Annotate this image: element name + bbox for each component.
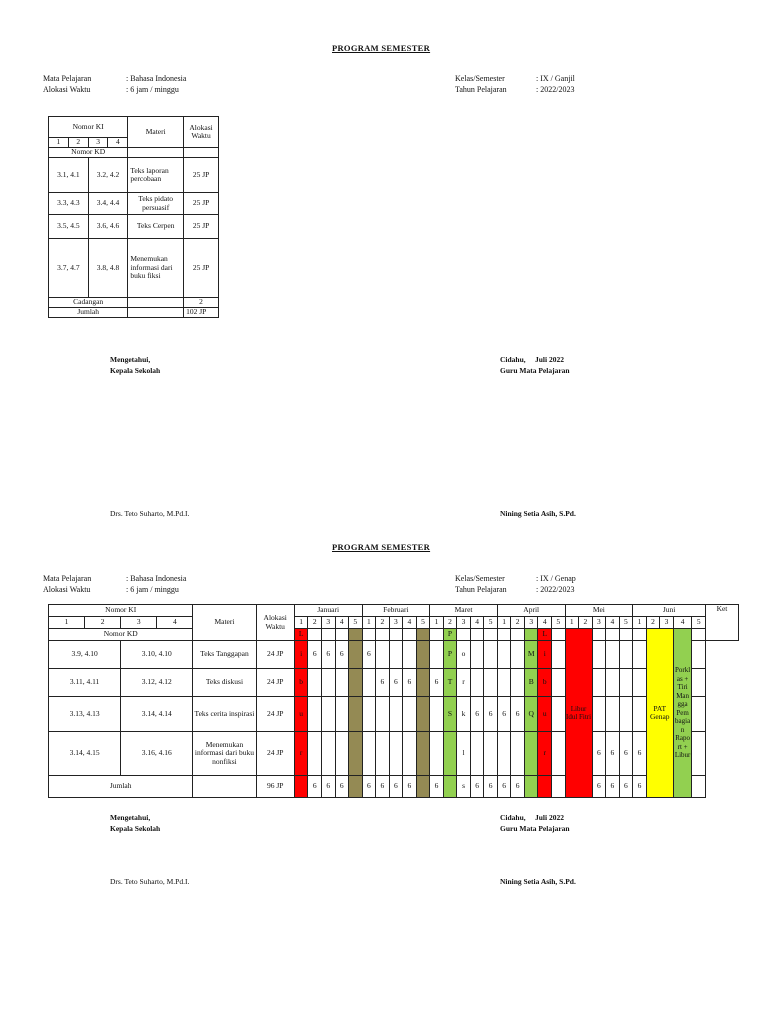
jumlah-label: Jumlah [49, 776, 193, 798]
cadangan-label: Cadangan [49, 298, 128, 308]
mapel-label: Mata Pelajaran [43, 574, 92, 583]
kd-cell: 3.3, 4.3 [49, 193, 89, 215]
name-guru: Nining Setia Asih, S.Pd. [500, 877, 576, 886]
jp-cell: 25 JP [184, 215, 219, 239]
cadangan-value: 2 [184, 298, 219, 308]
program-table-ganjil [48, 116, 219, 318]
alokasi-label: Alokasi Waktu [43, 85, 91, 94]
week-number: 1 [565, 617, 579, 629]
materi-cell: Teks Cerpen [128, 215, 184, 239]
sig-mengetahui: Mengetahui, [110, 355, 151, 364]
week-number: 5 [484, 617, 498, 629]
week-number: 2 [443, 617, 457, 629]
week-number: 1 [430, 617, 444, 629]
alokasi-value: : 6 jam / minggu [126, 585, 179, 594]
kelas-label: Kelas/Semester [455, 74, 505, 83]
sig-kepala-sekolah: Kepala Sekolah [110, 824, 161, 833]
month-maret: Maret [430, 605, 498, 617]
jp-cell: 25 JP [184, 158, 219, 193]
sig-kepala-sekolah: Kepala Sekolah [110, 366, 161, 375]
kd-cell: 3.14, 4.15 [49, 732, 121, 776]
name-guru: Nining Setia Asih, S.Pd. [500, 509, 576, 518]
kelas-value: : IX / Ganjil [536, 74, 575, 83]
libur-cell: i [294, 641, 308, 669]
header-alokasi: Alokasi Waktu [256, 605, 294, 641]
week-number: 2 [579, 617, 593, 629]
week-number: 3 [457, 617, 471, 629]
kd-cell: 3.14, 4.14 [121, 697, 193, 732]
week-number: 5 [416, 617, 430, 629]
jp-cell: 24 JP [256, 732, 294, 776]
week-number: 3 [524, 617, 538, 629]
jumlah-value: 96 JP [256, 776, 294, 798]
jp-cell: 24 JP [256, 669, 294, 697]
jp-cell: 25 JP [184, 239, 219, 298]
libur-cell: L [294, 629, 308, 641]
week-number: 4 [335, 617, 349, 629]
ki-number: 2 [68, 138, 88, 148]
kd-cell: 3.5, 4.5 [49, 215, 89, 239]
sig-guru: Guru Mata Pelajaran [500, 824, 570, 833]
ki-number: 4 [157, 617, 193, 629]
week-number: 4 [538, 617, 552, 629]
sig-guru: Guru Mata Pelajaran [500, 366, 570, 375]
week-number: 2 [376, 617, 390, 629]
libur-idul-fitri: Libur Idul Fitri [565, 629, 592, 798]
week-number: 5 [692, 617, 706, 629]
header-nomor-kd: Nomor KD [49, 148, 128, 158]
materi-cell: Teks laporan percobaan [128, 158, 184, 193]
header-nomor-kd: Nomor KD [49, 629, 193, 641]
kd-cell: 3.2, 4.2 [88, 158, 128, 193]
kd-cell: 3.9, 4.10 [49, 641, 121, 669]
week-number: 4 [470, 617, 484, 629]
page-title: PROGRAM SEMESTER [332, 542, 431, 552]
week-number: 3 [592, 617, 606, 629]
ki-number: 1 [49, 617, 85, 629]
header-materi: Materi [193, 605, 256, 641]
month-april: April [497, 605, 565, 617]
kd-cell: 3.12, 4.12 [121, 669, 193, 697]
mapel-value: : Bahasa Indonesia [126, 74, 187, 83]
week-number: 1 [362, 617, 376, 629]
week-number: 2 [511, 617, 525, 629]
jp-cell: 25 JP [184, 193, 219, 215]
porkls-cell: P [443, 629, 457, 641]
tahun-label: Tahun Pelajaran [455, 85, 507, 94]
month-januari: Januari [294, 605, 362, 617]
sig-place-date: Cidahu, Juli 2022 [500, 813, 564, 822]
materi-cell: Menemukan informasi dari buku fiksi [128, 239, 184, 298]
week-number: 1 [497, 617, 511, 629]
jp-cell: 24 JP [256, 697, 294, 732]
kd-cell: 3.7, 4.7 [49, 239, 89, 298]
kd-cell: 3.8, 4.8 [88, 239, 128, 298]
week-number: 5 [552, 617, 566, 629]
pat-genap: PAT Genap [646, 629, 673, 798]
week-number: 1 [633, 617, 647, 629]
ki-number: 4 [108, 138, 128, 148]
alokasi-value: : 6 jam / minggu [126, 85, 179, 94]
juni-keterangan: Porkl as + Tiri Man gga Pem bagia n Rapo rt + Libur [673, 629, 692, 798]
ki-number: 3 [88, 138, 108, 148]
materi-cell: Menemukan informasi dari buku nonfiksi [193, 732, 256, 776]
jumlah-value: 102 JP [184, 308, 219, 318]
mapel-label: Mata Pelajaran [43, 74, 92, 83]
header-materi: Materi [128, 117, 184, 148]
mapel-value: : Bahasa Indonesia [126, 574, 187, 583]
header-alokasi: Alokasi Waktu [184, 117, 219, 148]
week-number: 1 [294, 617, 308, 629]
kd-cell: 3.16, 4.16 [121, 732, 193, 776]
kelas-label: Kelas/Semester [455, 574, 505, 583]
kd-cell: 3.1, 4.1 [49, 158, 89, 193]
month-mei: Mei [565, 605, 633, 617]
materi-cell: Teks Tanggapan [193, 641, 256, 669]
sig-place-date: Cidahu, Juli 2022 [500, 355, 564, 364]
name-kepala-sekolah: Drs. Teto Suharto, M.Pd.I. [110, 509, 190, 518]
kd-cell: 3.11, 4.11 [49, 669, 121, 697]
materi-cell: Teks pidato persuasif [128, 193, 184, 215]
header-ket: Ket [705, 605, 738, 641]
materi-cell: Teks cerita inspirasi [193, 697, 256, 732]
ki-number: 2 [85, 617, 121, 629]
week-number: 3 [660, 617, 674, 629]
kelas-value: : IX / Genap [536, 574, 576, 583]
ki-number: 3 [121, 617, 157, 629]
header-nomor-ki: Nomor KI [49, 605, 193, 617]
materi-cell: Teks diskusi [193, 669, 256, 697]
week-number: 4 [403, 617, 417, 629]
alokasi-label: Alokasi Waktu [43, 585, 91, 594]
week-number: 4 [673, 617, 692, 629]
week-number: 5 [619, 617, 633, 629]
week-number: 4 [606, 617, 620, 629]
week-number: 3 [389, 617, 403, 629]
name-kepala-sekolah: Drs. Teto Suharto, M.Pd.I. [110, 877, 190, 886]
kd-cell: 3.6, 4.6 [88, 215, 128, 239]
sig-mengetahui: Mengetahui, [110, 813, 151, 822]
kd-cell: 3.4, 4.4 [88, 193, 128, 215]
week-number: 3 [321, 617, 335, 629]
page-title: PROGRAM SEMESTER [332, 43, 431, 53]
week-number: 2 [308, 617, 322, 629]
ki-number: 1 [49, 138, 69, 148]
jp-cell: 24 JP [256, 641, 294, 669]
tahun-value: : 2022/2023 [536, 85, 575, 94]
week-number: 2 [646, 617, 660, 629]
tahun-value: : 2022/2023 [536, 585, 575, 594]
libur-cell: L [538, 629, 552, 641]
kd-cell: 3.10, 4.10 [121, 641, 193, 669]
kd-cell: 3.13, 4.13 [49, 697, 121, 732]
week-number: 5 [349, 617, 363, 629]
month-februari: Februari [362, 605, 430, 617]
month-juni: Juni [633, 605, 706, 617]
header-nomor-ki: Nomor KI [49, 117, 128, 138]
tahun-label: Tahun Pelajaran [455, 585, 507, 594]
jumlah-label: Jumlah [49, 308, 128, 318]
program-table-genap: Nomor KI Materi Alokasi Waktu Januari Februari Maret April Mei Juni Ket 1 2 3 4 1 2 3 4 5 1 2 3 4 5 1 2 3 4 5 1 2 3 4 5 1 2 3 4 5 1 2 3 4 5 Nomor KD L P L Libur Idul Fitri PAT Genap Porkl as + Tiri Man gga Pem bagia n Rapo rt + Libur 3.9, 4.10 3.10, 4.10 Teks Tanggapan 24 JP i 6 6 6 6 P o M i 3.11, 4.11 3.12, 4.12 Teks diskusi 24 JP b 6 6 6 6 T r B b 3.13, 4.13 3.14, 4.14 Teks cerita inspirasi 24 JP u S k 6 6 6 6 Q u 3.14, 4.15 3.16, 4.16 Menemukan informasi dari buku nonfiksi 24 JP r l r 6 6 6 6 Jumlah 96 JP 6 6 6 6 6 6 6 6 s 6 6 6 6 6 6 6 6 [48, 604, 739, 798]
